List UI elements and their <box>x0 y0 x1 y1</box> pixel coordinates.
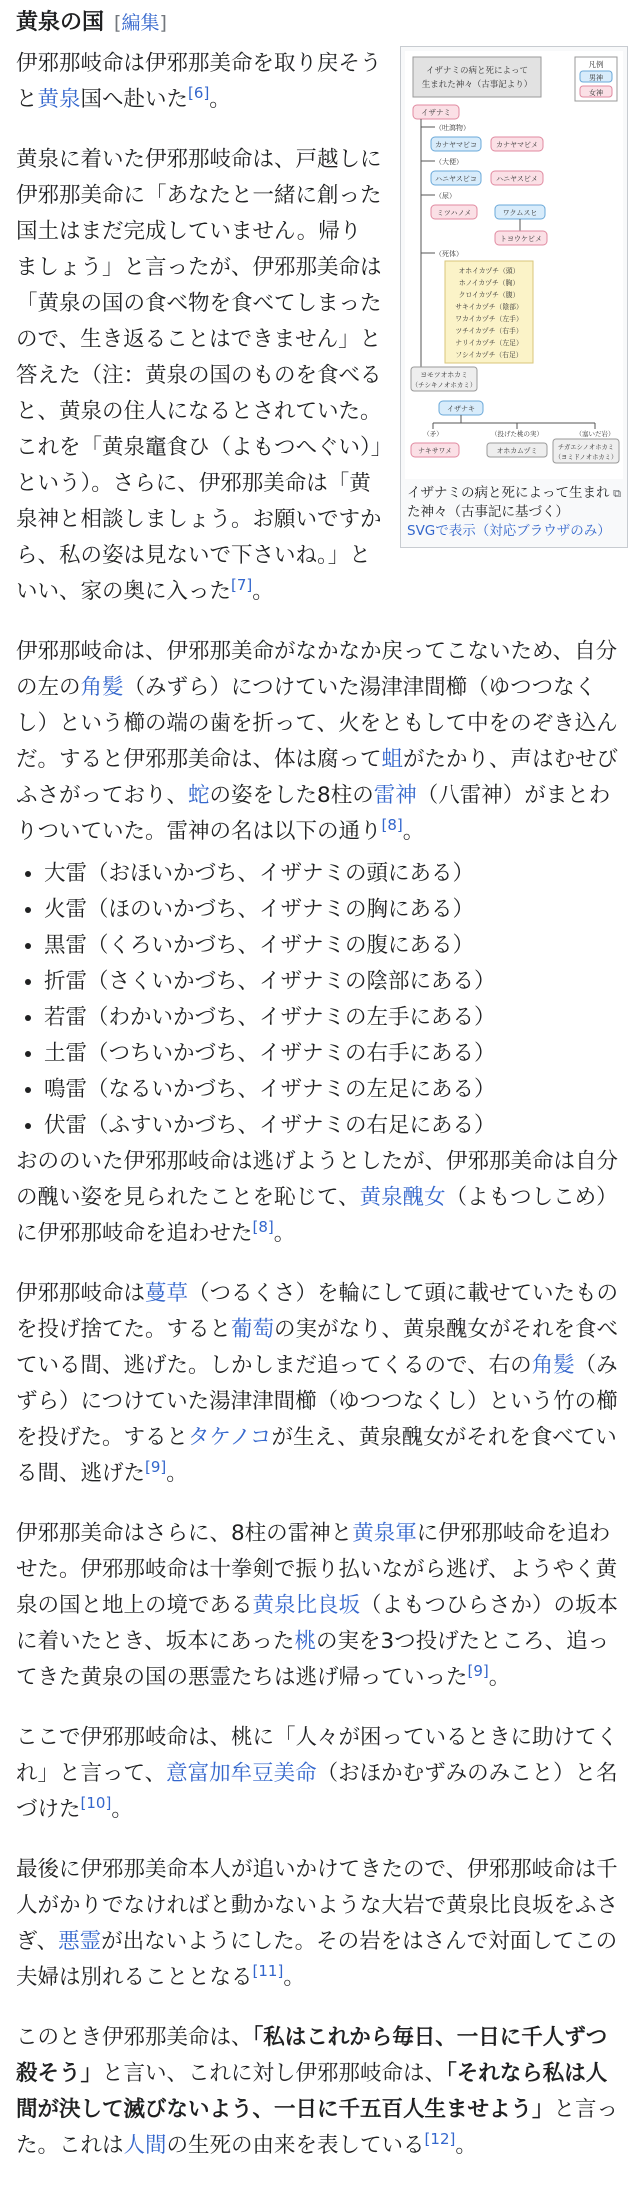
svg-text:（矛）: （矛） <box>423 430 443 438</box>
ref-11[interactable]: [11] <box>252 1961 284 1980</box>
svg-text:ワクムスヒ: ワクムスヒ <box>502 209 538 217</box>
link-yomotsuhirasaka[interactable]: 黄泉比良坂 <box>252 1593 361 1618</box>
link-takenoko[interactable]: タケノコ <box>188 1425 272 1450</box>
link-budou[interactable]: 葡萄 <box>231 1317 275 1342</box>
quote-izanami: 「私はこれから毎日、一日に千人ずつ殺そう」 <box>16 2025 608 2086</box>
link-tsurukusa[interactable]: 蔓草 <box>145 1281 189 1306</box>
legend-female: 女神 <box>589 89 603 97</box>
svg-text:（チシキノオホカミ）: （チシキノオホカミ） <box>411 381 477 389</box>
ref-8b[interactable]: [8] <box>252 1217 274 1236</box>
list-item: • 伏雷（ふすいかづち、イザナミの右足にある） <box>44 1108 628 1144</box>
link-raijin[interactable]: 雷神 <box>373 783 417 808</box>
svg-text:カナヤマビコ: カナヤマビコ <box>435 141 477 149</box>
edit-section: [編集] <box>114 12 167 34</box>
list-item: • 黒雷（くろいかづち、イザナミの腹にある） <box>44 928 628 964</box>
ref-10[interactable]: [10] <box>80 1793 112 1812</box>
link-hebi[interactable]: 蛇 <box>188 783 210 808</box>
ref-7[interactable]: [7] <box>231 575 253 594</box>
paragraph-4: おののいた伊邪那岐命は逃げようとしたが、伊邪那美命は自分の醜い姿を見られたことを恥じて、黄泉醜女（よもつしこめ）に伊邪那岐命を追わせた[8]。 <box>16 1149 619 1246</box>
link-yomotsuikusa[interactable]: 黄泉軍 <box>352 1521 417 1546</box>
paragraph-8: 最後に伊邪那美命本人が追いかけてきたので、伊邪那岐命は千人がかりでなければと動かないような大岩で黄泉比良坂をふさぎ、悪霊が出ないようにした。その岩をはさんで対面してこの夫婦は別れることとなる[11]。 <box>16 1857 619 1990</box>
thunder-node-label: フシイカヅチ（右足） <box>455 351 523 359</box>
svg-text:ハニヤスビコ: ハニヤスビコ <box>435 175 477 183</box>
thunder-node-label: クロイカヅチ（腹） <box>458 291 520 299</box>
svg-text:ナキサワメ: ナキサワメ <box>418 447 452 455</box>
paragraph-1: 伊邪那岐命は伊邪那美命を取り戻そうと黄泉国へ赴いた[6]。 <box>16 51 382 112</box>
thunder-god-list <box>16 856 628 1144</box>
link-yomi[interactable]: 黄泉 <box>37 87 81 112</box>
svg-text:オホカムヅミ: オホカムヅミ <box>496 447 538 455</box>
figure-box <box>400 46 628 548</box>
thunder-node-label: ツチイカヅチ（右手） <box>455 327 523 335</box>
list-item: • 鳴雷（なるいかづち、イザナミの左足にある） <box>44 1072 628 1108</box>
diagram-title-1: イザナミの病と死によって <box>425 66 529 76</box>
list-item: • 土雷（つちいかづち、イザナミの右手にある） <box>44 1036 628 1072</box>
paragraph-5: 伊邪那岐命は蔓草（つるくさ）を輪にして頭に載せていたものを投げ捨てた。すると葡萄の実がなり、黄泉醜女がそれを食べている間、逃げた。しかしまだ追ってくるので、右の角髪（みずら）につけていた湯津津間櫛（ゆつつなくし）という竹の櫛を投げた。するとタケノコが生え、黄泉醜女がそれを食べている間、逃げた[9]。 <box>16 1281 619 1486</box>
svg-text:（吐瀉物）: （吐瀉物） <box>435 124 470 132</box>
svg-text:イザナキ: イザナキ <box>447 405 475 413</box>
link-ohokamuzumi[interactable]: 意富加牟豆美命 <box>166 1761 317 1786</box>
figure-caption <box>407 484 621 541</box>
section-heading <box>16 6 628 40</box>
link-uji[interactable]: 蛆 <box>381 747 404 772</box>
svg-text:（投げた桃の実）: （投げた桃の実） <box>491 430 543 438</box>
thunder-node-label: ナリイカヅチ（左足） <box>455 339 523 347</box>
svg-text:（塞いだ岩）: （塞いだ岩） <box>575 430 615 438</box>
diagram-title-2: 生まれた神々（古事記より） <box>421 80 533 90</box>
thunder-node-label: オホイカヅチ（頭） <box>458 267 520 275</box>
ref-12[interactable]: [12] <box>424 2129 456 2148</box>
edit-link[interactable]: 編集 <box>121 12 160 34</box>
list-item: • 火雷（ほのいかづち、イザナミの胸にある） <box>44 892 628 928</box>
legend-male: 男神 <box>589 74 603 82</box>
legend-title: 凡例 <box>588 60 604 69</box>
paragraph-7: ここで伊邪那岐命は、桃に「人々が困っているときに助けてくれ」と言って、意富加牟豆美命（おほかむずみのみこと）と名づけた[10]。 <box>16 1725 619 1822</box>
ref-8[interactable]: [8] <box>381 815 403 834</box>
svg-text:ヨモツオホカミ: ヨモツオホカミ <box>420 371 468 379</box>
paragraph-2: 黄泉に着いた伊邪那岐命は、戸越しに伊邪那美命に「あなたと一緒に創った国土はまだ完成していません。帰りましょう」と言ったが、伊邪那美命は「黄泉の国の食べ物を食べてしまったので、生き返ることはできません」と答えた（注：黄泉の国のものを食べると、黄泉の住人になるとされていた。これを「黄泉竈食ひ（よもつへぐい）」という）。さらに、伊邪那美命は「黄泉神と相談しましょう。お願いですから、私の姿は見ないで下さいね。」といい、家の奥に入った[7]。 <box>16 147 382 604</box>
section-title: 黄泉の国 <box>16 10 105 35</box>
list-item: • 大雷（おほいかづち、イザナミの頭にある） <box>44 856 628 892</box>
list-item: • 折雷（さくいかづち、イザナミの陰部にある） <box>44 964 628 1000</box>
quote-izanagi: 「それなら私は人間が決して滅びないよう、一日に千五百人生ませよう」 <box>16 2061 608 2122</box>
link-yomotsushikome[interactable]: 黄泉醜女 <box>359 1185 446 1210</box>
genealogy-diagram[interactable] <box>405 51 623 479</box>
list-item: • 若雷（わかいかづち、イザナミの左手にある） <box>44 1000 628 1036</box>
link-mizura-2[interactable]: 角髪 <box>531 1353 575 1378</box>
svg-text:（ヨミドノオホカミ）: （ヨミドノオホカミ） <box>554 454 618 461</box>
thunder-box <box>445 261 533 363</box>
svg-text:ハニヤスビメ: ハニヤスビメ <box>496 175 538 183</box>
link-akuryo[interactable]: 悪霊 <box>58 1929 102 1954</box>
svg-text:イザナミ: イザナミ <box>421 108 451 117</box>
svg-text:（死体）: （死体） <box>435 250 463 258</box>
ref-9b[interactable]: [9] <box>467 1661 489 1680</box>
svg-text:ミツハノメ: ミツハノメ <box>436 209 472 217</box>
svg-view-link[interactable]: SVGで表示（対応ブラウザのみ） <box>407 523 611 539</box>
thunder-node-label: ワカイカヅチ（左手） <box>455 315 523 323</box>
svg-text:（大便）: （大便） <box>435 158 463 166</box>
caption-text: イザナミの病と死によって生まれた神々（古事記に基づく） <box>407 485 610 520</box>
thunder-node-label: サキイカヅチ（陰部） <box>455 303 523 311</box>
thunder-node-label: ホノイカヅチ（胸） <box>458 279 520 287</box>
paragraph-6: 伊邪那美命はさらに、8柱の雷神と黄泉軍に伊邪那岐命を追わせた。伊邪那岐命は十拳剣で振り払いながら逃げ、ようやく黄泉の国と地上の境である黄泉比良坂（よもつひらさか）の坂本に着いたとき、坂本にあった桃の実を3つ投げたところ、追ってきた黄泉の国の悪霊たちは逃げ帰っていった[9]。 <box>16 1521 619 1690</box>
link-ningen[interactable]: 人間 <box>123 2133 167 2158</box>
link-momo[interactable]: 桃 <box>294 1629 316 1654</box>
svg-text:チガエシノオホカミ: チガエシノオホカミ <box>557 444 615 451</box>
ref-9[interactable]: [9] <box>145 1457 167 1476</box>
expand-icon[interactable]: ⧉ <box>613 487 621 500</box>
svg-text:カナヤマビメ: カナヤマビメ <box>496 141 538 149</box>
paragraph-3: 伊邪那岐命は、伊邪那美命がなかなか戻ってこないため、自分の左の角髪（みずら）につけていた湯津津間櫛（ゆつつなくし）という櫛の端の歯を折って、火をともして中をのぞき込んだ。すると伊邪那美命は、体は腐って蛆がたかり、声はむせびふさがっており、蛇の姿をした8柱の雷神（八雷神）がまとわりついていた。雷神の名は以下の通り[8]。 <box>16 639 619 844</box>
svg-text:（尿）: （尿） <box>435 192 456 200</box>
svg-text:トヨウケビメ: トヨウケビメ <box>500 235 542 243</box>
paragraph-9: このとき伊邪那美命は、「私はこれから毎日、一日に千人ずつ殺そう」と言い、これに対し伊邪那岐命は、「それなら私は人間が決して滅びないよう、一日に千五百人生ませよう」と言った。これは人間の生死の由来を表している[12]。 <box>16 2025 619 2158</box>
ref-6[interactable]: [6] <box>188 83 210 102</box>
link-mizura[interactable]: 角髪 <box>80 675 124 700</box>
